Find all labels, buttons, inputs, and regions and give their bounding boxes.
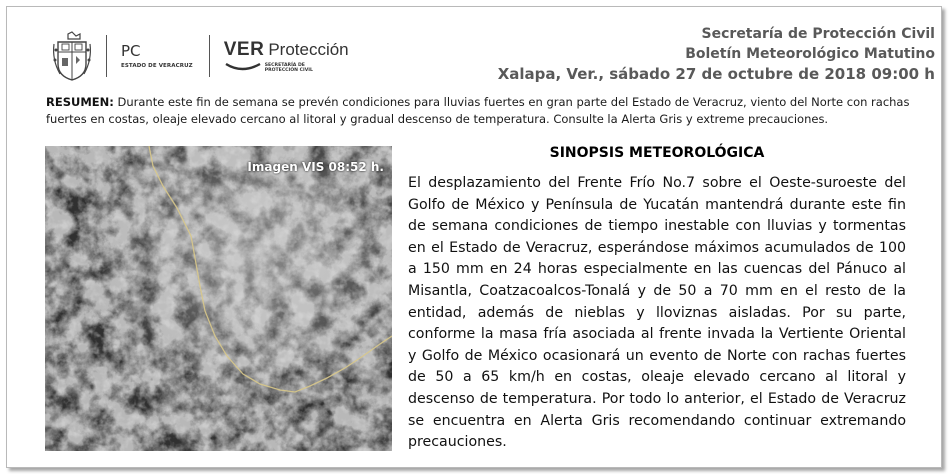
logo-divider bbox=[209, 35, 210, 77]
ver-logo-word: VER bbox=[223, 38, 265, 60]
summary-label: RESUMEN: bbox=[46, 95, 114, 109]
ver-proteccion-logo bbox=[224, 39, 349, 74]
bulletin-title: Boletín Meteorológico Matutino bbox=[685, 46, 935, 62]
ver-logo-proteccion: Protección bbox=[268, 39, 349, 59]
synopsis-body: El desplazamiento del Frente Frío No.7 sobre el Oeste-suroeste del Golfo de México y Península de Yucatán mantendrá durante este fin de semana condiciones de tiempo inestable con lluvias y tormentas en el Estado de Veracruz, esperándose máximos acumulados de 100 a 150 mm en 24 horas especialmente en las cuencas del Pánuco al Misantla, Coatzacoalcos-Tonalá y de 50 a 70 mm en el resto de la entidad, además de nieblas y lloviznas aisladas. Por su parte, conforme la masa fría asociada al frente invada la Vertiente Oriental y Golfo de México ocasionará un evento de Norte con rachas fuertes de 50 a 65 km/h en costas, oleaje elevado cercano al litoral y descenso de temperatura. Por todo lo anterior, el Estado de Veracruz se encuentra en Alerta Gris recomendando continuar extremando precauciones. bbox=[408, 175, 906, 451]
dateline: Xalapa, Ver., sábado 27 de octubre de 2018 09:00 h bbox=[497, 65, 935, 83]
summary-paragraph bbox=[46, 94, 926, 128]
agency-name: Secretaría de Protección Civil bbox=[701, 26, 935, 42]
satellite-image bbox=[45, 146, 392, 451]
header-logos bbox=[50, 30, 349, 82]
ver-logo-sub-line2: PROTECCIÓN CIVIL bbox=[264, 68, 313, 73]
logo-divider bbox=[106, 35, 107, 77]
satellite-image-label: Imagen VIS 08:52 h. bbox=[247, 160, 384, 174]
swoosh-icon bbox=[224, 62, 262, 72]
pc-logo-title: PC bbox=[121, 42, 141, 60]
synopsis-title: SINOPSIS METEOROLÓGICA bbox=[549, 145, 765, 161]
veracruz-coat-of-arms-icon bbox=[50, 30, 94, 82]
pc-logo bbox=[121, 43, 193, 69]
satellite-visible-image bbox=[45, 146, 392, 451]
summary-text: Durante este fin de semana se prevén condiciones para lluvias fuertes en gran parte del Estado de Veracruz, viento del Norte con rachas fuertes en costas, oleaje elevado cercano al litoral y gradual descenso de temperatura. Consulte la Alerta Gris y extreme precauciones. bbox=[46, 95, 910, 126]
bulletin-header bbox=[498, 24, 935, 84]
ver-logo-sub-line1: SECRETARÍA DE bbox=[264, 62, 305, 68]
pc-logo-subtitle: ESTADO DE VERACRUZ bbox=[121, 63, 193, 69]
